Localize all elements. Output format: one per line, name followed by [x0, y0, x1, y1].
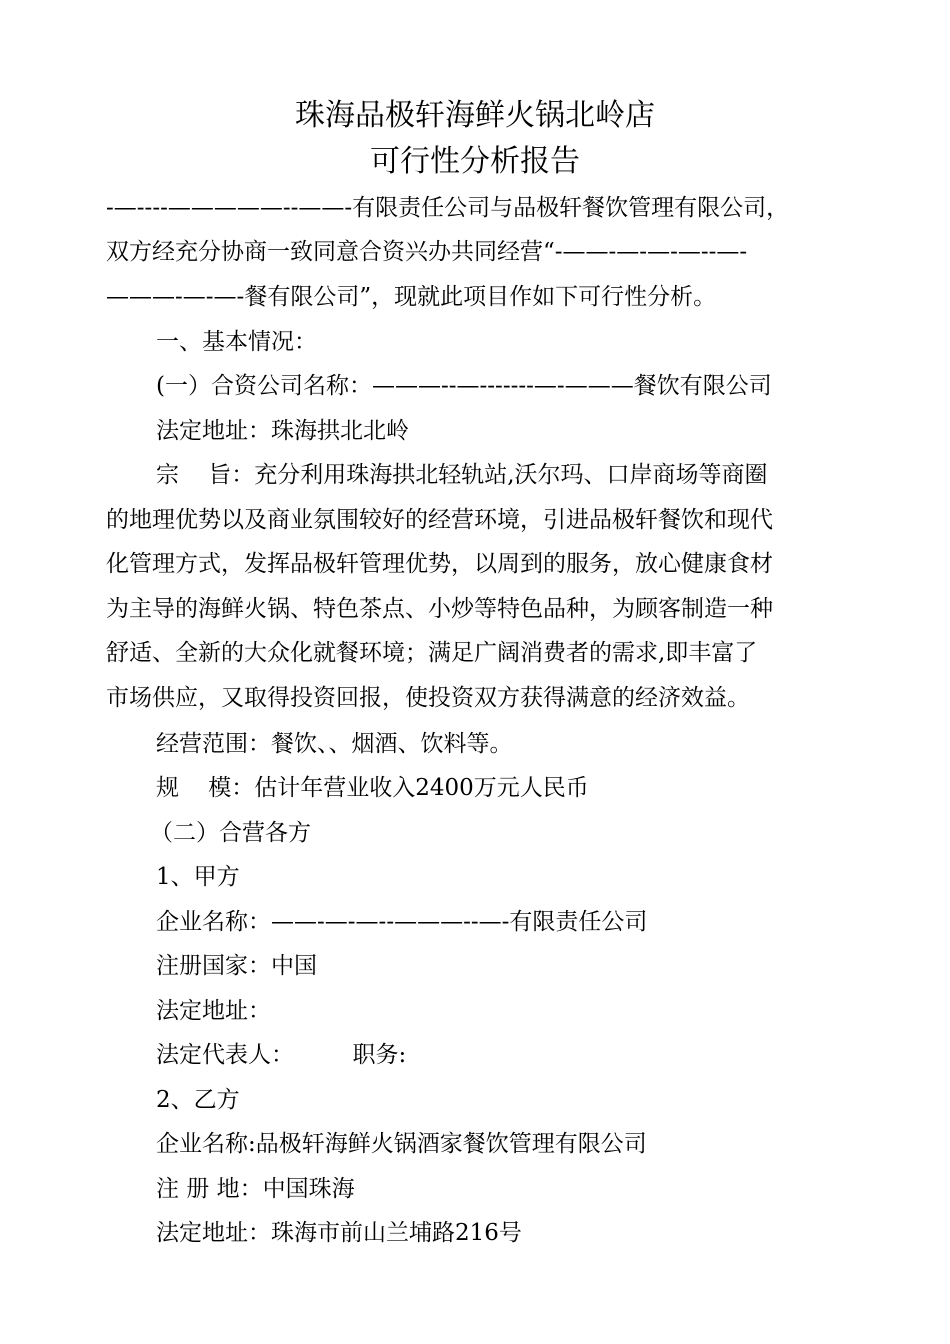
- purpose-line-5: 舒适、全新的大众化就餐环境；满足广阔消费者的需求,即丰富了: [106, 640, 758, 666]
- intro-line-3: ———-—-—-餐有限公司”，现就此项目作如下可行性分析。: [106, 284, 717, 310]
- legal-address-line: 法定地址：珠海拱北北岭: [156, 418, 409, 444]
- purpose-line-4: 为主导的海鲜火锅、特色茶点、小炒等特色品种，为顾客制造一种: [106, 596, 773, 622]
- party-a-name-line: 企业名称：——-—-—--———--—-有限责任公司: [156, 909, 648, 935]
- purpose-line-2: 的地理优势以及商业氛围较好的经营环境，引进品极轩餐饮和现代: [106, 507, 773, 533]
- purpose-line-6: 市场供应，又取得投资回报，使投资双方获得满意的经济效益。: [106, 685, 750, 711]
- party-b-registered-line: 注 册 地：中国珠海: [156, 1176, 355, 1202]
- section-heading-basic: 一、基本情况：: [156, 329, 317, 355]
- party-a-address-line: 法定地址：: [156, 998, 271, 1024]
- party-a-heading: 1、甲方: [156, 864, 240, 890]
- company-name-line: (一）合资公司名称：———--—-------—-———餐饮有限公司: [156, 373, 772, 399]
- party-b-name-line: 企业名称:品极轩海鲜火锅酒家餐饮管理有限公司: [156, 1131, 647, 1157]
- party-b-address-line: 法定地址：珠海市前山兰埔路216号: [156, 1220, 522, 1246]
- purpose-line-1: 宗 旨：充分利用珠海拱北轻轨站,沃尔玛、口岸商场等商圈: [156, 462, 768, 488]
- party-a-country-line: 注册国家：中国: [156, 953, 317, 979]
- intro-line-2: 双方经充分协商一致同意合资兴办共同经营“-——-—-—-—--—-: [106, 239, 748, 265]
- scale-line: 规 模：估计年营业收入2400万元人民币: [156, 775, 589, 801]
- purpose-line-3: 化管理方式，发挥品极轩管理优势，以周到的服务，放心健康食材: [106, 551, 773, 577]
- intro-line-1: -—----—————--——-有限责任公司与品极轩餐饮管理有限公司，: [106, 195, 790, 221]
- section-heading-parties: （二）合营各方: [150, 820, 311, 846]
- document-subtitle: 可行性分析报告: [370, 144, 580, 179]
- party-b-heading: 2、乙方: [156, 1087, 240, 1113]
- party-a-rep-line: 法定代表人： 职务:: [156, 1042, 407, 1068]
- business-scope-line: 经营范围：餐饮、、烟酒、饮料等。: [156, 731, 513, 757]
- document-title: 珠海品极轩海鲜火锅北岭店: [295, 98, 655, 133]
